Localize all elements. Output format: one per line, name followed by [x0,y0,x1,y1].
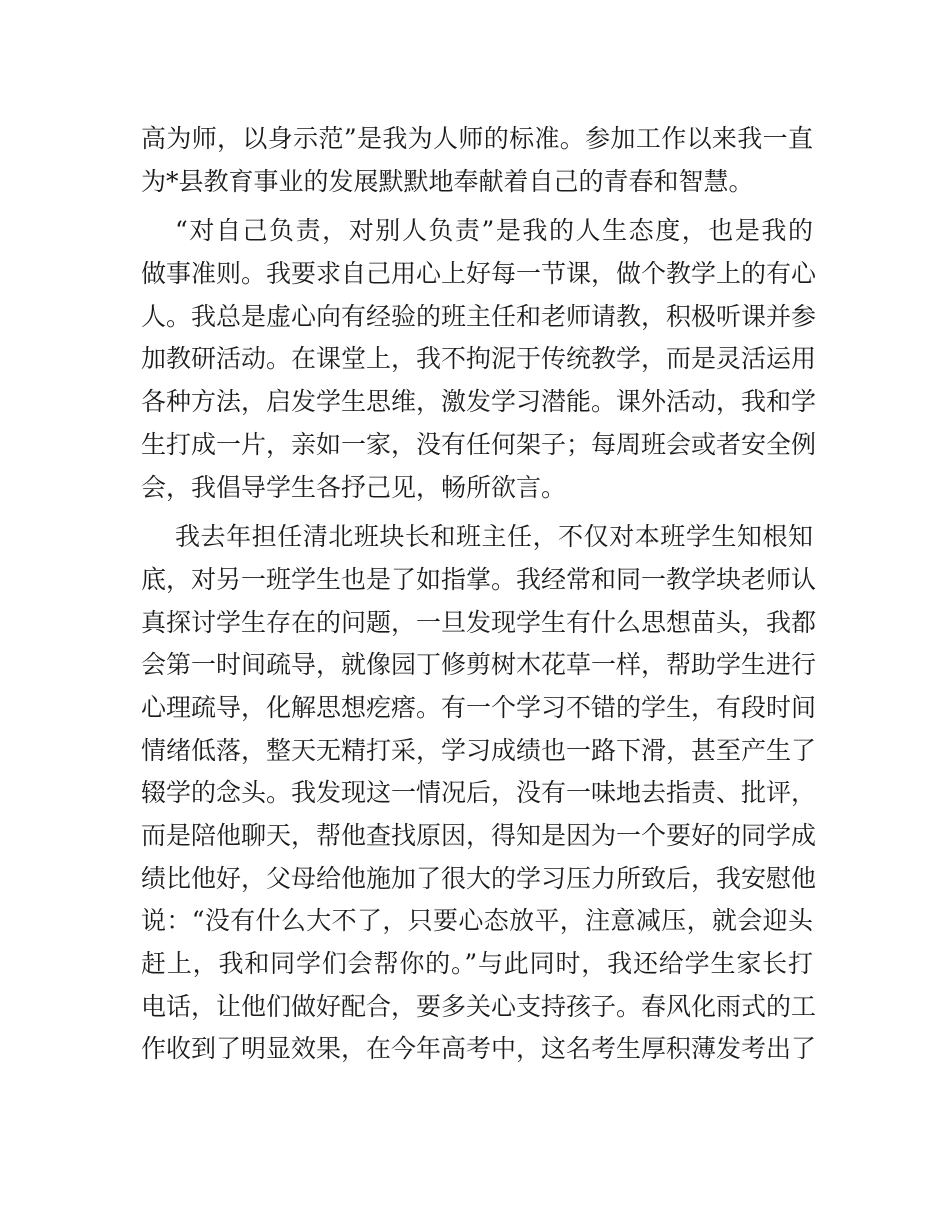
text-line: 会，我倡导学生各抒己见，畅所欲言。 [141,472,567,502]
text-line: 电话，让他们做好配合，要多关心支持孩子。春风化雨式的工 [141,991,817,1021]
text-line: 说：“没有什么大不了，只要心态放平，注意减压，就会迎头 [141,906,813,936]
paragraph-1 [141,118,813,203]
text-line: 我去年担任清北班块长和班主任，不仅对本班学生知根知 [175,522,813,552]
text-line: 为*县教育事业的发展默默地奉献着自己的青春和智慧。 [141,166,754,196]
text-line: 绩比他好，父母给他施加了很大的学习压力所致后，我安慰他 [141,863,817,893]
text-line: 作收到了明显效果，在今年高考中，这名考生厚积薄发考出了 [141,1034,817,1064]
text-line: 赶上，我和同学们会帮你的。”与此同时，我还给学生家长打 [141,949,813,979]
text-line: 加教研活动。在课堂上，我不拘泥于传统教学，而是灵活运用 [141,344,817,374]
paragraph-2 [141,210,817,509]
text-line: 底，对另一班学生也是了如指掌。我经常和同一教学块老师认 [141,564,817,594]
paragraph-3 [141,516,817,1071]
text-line: 真探讨学生存在的问题，一旦发现学生有什么思想苗头，我都 [141,607,817,637]
text-line: “对自己负责，对别人负责”是我的人生态度，也是我的 [175,216,813,246]
text-line: 人。我总是虚心向有经验的班主任和老师请教，积极听课并参 [141,301,817,331]
text-line: 做事准则。我要求自己用心上好每一节课，做个教学上的有心 [141,259,817,289]
body-text [141,118,817,1078]
text-line: 各种方法，启发学生思维，激发学习潜能。课外活动，我和学 [141,387,817,417]
text-line: 而是陪他聊天，帮他查找原因，得知是因为一个要好的同学成 [141,821,817,850]
text-line: 高为师，以身示范”是我为人师的标准。参加工作以来我一直 [141,124,813,153]
text-line: 情绪低落，整天无精打采，学习成绩也一路下滑，甚至产生了 [141,735,817,765]
text-line: 辍学的念头。我发现这一情况后，没有一味地去指责、批评， [141,778,817,808]
text-line: 心理疏导，化解思想疙瘩。有一个学习不错的学生，有段时间 [141,692,817,722]
text-line: 生打成一片，亲如一家，没有任何架子；每周班会或者安全例 [141,429,817,459]
text-line: 会第一时间疏导，就像园丁修剪树木花草一样，帮助学生进行 [141,650,817,680]
